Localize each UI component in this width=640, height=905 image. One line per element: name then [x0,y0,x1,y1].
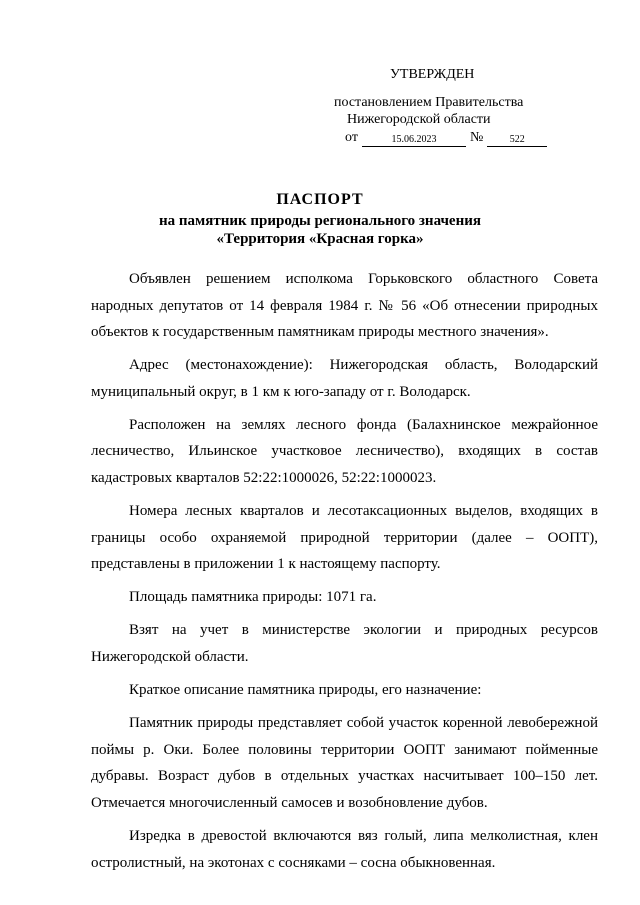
paragraph-quarters: Номера лесных кварталов и лесотаксационных выделов, входящих в границы особо охраняемой природной территории (далее – ООПТ), представлены в приложении 1 к настоящему паспорту. [91,503,598,573]
paragraph-location: Расположен на землях лесного фонда (Балахнинское межрайонное лесничество, Ильинское участковое лесничество), входящих в состав кадастровых кварталов 52:22:1000026, 52:22:1000023. [91,416,598,486]
number-prefix: № [469,130,484,145]
document-body [91,266,598,883]
approval-line-1: постановлением Правительства [334,95,524,110]
date-prefix: от [345,130,358,145]
paragraph-description: Памятник природы представляет собой участок коренной левобережной поймы р. Оки. Более половины территории ООПТ занимают пойменные дубравы. Возраст дубов в отдельных участках насчитывает 100–150 лет. Отмечается многочисленный самосев и возобновление дубов. [91,715,598,811]
document-object-name: «Территория «Красная горка» [216,231,424,247]
paragraph-area: Площадь памятника природы: 1071 га. [129,589,377,606]
approval-line-2: Нижегородской области [347,112,491,127]
approval-date-row [345,129,551,147]
approval-number: 522 [487,134,547,147]
document-subtitle: на памятник природы регионального значения [159,213,481,229]
document-title: ПАСПОРТ [276,191,364,208]
paragraph-trees: Изредка в древостой включаются вяз голый, липа мелколистная, клен остролистный, на экотонах с сосняками – сосна обыкновенная. [91,828,598,871]
paragraph-registration: Взят на учет в министерстве экологии и природных ресурсов Нижегородской области. [91,622,598,665]
paragraph-description-heading: Краткое описание памятника природы, его назначение: [129,682,482,699]
approval-date: 15.06.2023 [362,134,466,147]
approval-heading: УТВЕРЖДЕН [390,67,475,82]
paragraph-address: Адрес (местонахождение): Нижегородская область, Володарский муниципальный округ, в 1 км к юго-западу от г. Володарск. [91,357,598,400]
paragraph-decision: Объявлен решением исполкома Горьковского областного Совета народных депутатов от 14 февраля 1984 г. № 56 «Об отнесении природных объектов к государственным памятникам природы местного значения». [91,271,598,340]
